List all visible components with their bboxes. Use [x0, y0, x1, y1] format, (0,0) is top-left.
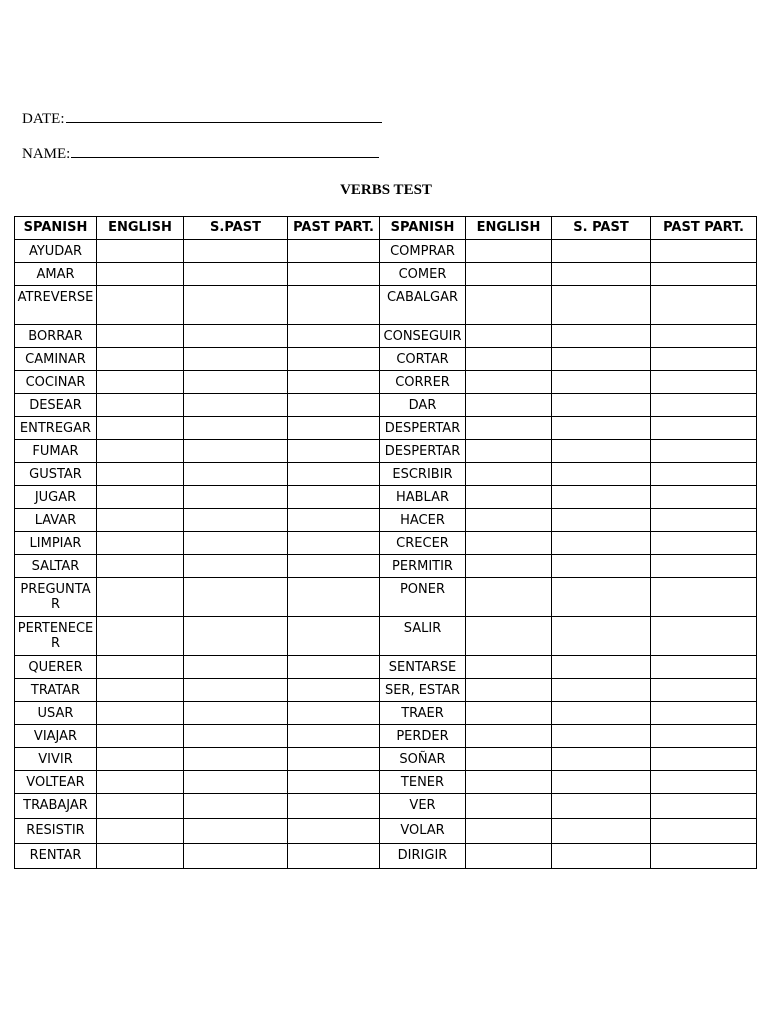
spanish-verb-cell: PERMITIR [380, 555, 466, 578]
english-answer-cell[interactable] [97, 325, 184, 348]
spanish-verb-cell: QUERER [15, 656, 97, 679]
past-participle-answer-cell[interactable] [651, 240, 757, 263]
simple-past-answer-cell[interactable] [552, 394, 651, 417]
table-row [15, 819, 757, 844]
simple-past-answer-cell[interactable] [552, 819, 651, 844]
past-participle-answer-cell[interactable] [288, 325, 380, 348]
english-answer-cell[interactable] [97, 394, 184, 417]
past-participle-answer-cell[interactable] [288, 819, 380, 844]
simple-past-answer-cell[interactable] [184, 440, 288, 463]
spanish-verb-cell: VER [380, 794, 466, 819]
spanish-verb-cell: CABALGAR [380, 286, 466, 325]
past-participle-answer-cell[interactable] [651, 794, 757, 819]
english-answer-cell[interactable] [466, 486, 552, 509]
simple-past-answer-cell[interactable] [184, 794, 288, 819]
spanish-verb-cell: USAR [15, 702, 97, 725]
spanish-verb-cell: SALTAR [15, 555, 97, 578]
spanish-verb-cell: SOÑAR [380, 748, 466, 771]
past-participle-answer-cell[interactable] [651, 532, 757, 555]
english-answer-cell[interactable] [97, 286, 184, 325]
spanish-verb-cell: SER, ESTAR [380, 679, 466, 702]
past-participle-answer-cell[interactable] [288, 725, 380, 748]
english-answer-cell[interactable] [466, 263, 552, 286]
english-answer-cell[interactable] [97, 509, 184, 532]
table-row [15, 617, 757, 656]
past-participle-answer-cell[interactable] [651, 578, 757, 617]
past-participle-answer-cell[interactable] [288, 555, 380, 578]
spanish-verb-cell: ATREVERSE [15, 286, 97, 325]
spanish-verb-cell: LAVAR [15, 509, 97, 532]
english-answer-cell[interactable] [466, 725, 552, 748]
english-answer-cell[interactable] [466, 771, 552, 794]
english-answer-cell[interactable] [466, 748, 552, 771]
simple-past-answer-cell[interactable] [184, 725, 288, 748]
spanish-verb-cell: COCINAR [15, 371, 97, 394]
table-row [15, 240, 757, 263]
english-answer-cell[interactable] [97, 371, 184, 394]
past-participle-answer-cell[interactable] [651, 263, 757, 286]
english-answer-cell[interactable] [97, 794, 184, 819]
spanish-verb-cell: PONER [380, 578, 466, 617]
english-answer-cell[interactable] [466, 286, 552, 325]
past-participle-answer-cell[interactable] [651, 509, 757, 532]
past-participle-answer-cell[interactable] [288, 417, 380, 440]
simple-past-answer-cell[interactable] [184, 532, 288, 555]
simple-past-answer-cell[interactable] [552, 844, 651, 869]
english-answer-cell[interactable] [97, 240, 184, 263]
table-row [15, 794, 757, 819]
table-row [15, 348, 757, 371]
spanish-verb-cell: CRECER [380, 532, 466, 555]
past-participle-answer-cell[interactable] [288, 771, 380, 794]
spanish-verb-cell: VIAJAR [15, 725, 97, 748]
english-answer-cell[interactable] [97, 748, 184, 771]
past-participle-answer-cell[interactable] [288, 286, 380, 325]
table-row [15, 555, 757, 578]
page-title: VERBS TEST [340, 182, 432, 198]
past-participle-answer-cell[interactable] [288, 702, 380, 725]
past-participle-answer-cell[interactable] [288, 748, 380, 771]
simple-past-answer-cell[interactable] [552, 286, 651, 325]
spanish-verb-cell: VOLTEAR [15, 771, 97, 794]
english-answer-cell[interactable] [466, 348, 552, 371]
table-row [15, 417, 757, 440]
past-participle-answer-cell[interactable] [288, 679, 380, 702]
past-participle-answer-cell[interactable] [651, 819, 757, 844]
spanish-verb-cell: SENTARSE [380, 656, 466, 679]
spanish-verb-cell: GUSTAR [15, 463, 97, 486]
past-participle-answer-cell[interactable] [288, 394, 380, 417]
simple-past-answer-cell[interactable] [552, 794, 651, 819]
table-row [15, 486, 757, 509]
english-answer-cell[interactable] [97, 348, 184, 371]
spanish-verb-cell: FUMAR [15, 440, 97, 463]
past-participle-answer-cell[interactable] [288, 348, 380, 371]
simple-past-answer-cell[interactable] [552, 509, 651, 532]
past-participle-answer-cell[interactable] [651, 748, 757, 771]
english-answer-cell[interactable] [466, 440, 552, 463]
spanish-verb-cell: DESPERTAR [380, 417, 466, 440]
english-answer-cell[interactable] [466, 679, 552, 702]
verbs-table [14, 216, 757, 869]
past-participle-answer-cell[interactable] [651, 555, 757, 578]
english-answer-cell[interactable] [466, 794, 552, 819]
spanish-verb-cell: ENTREGAR [15, 417, 97, 440]
spanish-verb-cell: DIRIGIR [380, 844, 466, 869]
spanish-verb-cell: COMER [380, 263, 466, 286]
column-header-simple-past-2: S. PAST [552, 217, 651, 240]
spanish-verb-cell: AYUDAR [15, 240, 97, 263]
english-answer-cell[interactable] [97, 844, 184, 869]
spanish-verb-cell: PERTENECER [15, 617, 97, 656]
column-header-simple-past: S.PAST [184, 217, 288, 240]
spanish-verb-cell: HACER [380, 509, 466, 532]
past-participle-answer-cell[interactable] [288, 486, 380, 509]
english-answer-cell[interactable] [466, 371, 552, 394]
spanish-verb-cell: LIMPIAR [15, 532, 97, 555]
simple-past-answer-cell[interactable] [552, 371, 651, 394]
simple-past-answer-cell[interactable] [184, 844, 288, 869]
spanish-verb-cell: TRAER [380, 702, 466, 725]
column-header-english: ENGLISH [97, 217, 184, 240]
spanish-verb-cell: AMAR [15, 263, 97, 286]
spanish-verb-cell: VIVIR [15, 748, 97, 771]
simple-past-answer-cell[interactable] [552, 532, 651, 555]
past-participle-answer-cell[interactable] [288, 240, 380, 263]
spanish-verb-cell: COMPRAR [380, 240, 466, 263]
english-answer-cell[interactable] [466, 555, 552, 578]
table-row [15, 725, 757, 748]
english-answer-cell[interactable] [97, 440, 184, 463]
table-row [15, 263, 757, 286]
past-participle-answer-cell[interactable] [651, 486, 757, 509]
past-participle-answer-cell[interactable] [288, 578, 380, 617]
spanish-verb-cell: HABLAR [380, 486, 466, 509]
spanish-verb-cell: CORRER [380, 371, 466, 394]
past-participle-answer-cell[interactable] [288, 532, 380, 555]
spanish-verb-cell: DESPERTAR [380, 440, 466, 463]
table-row [15, 509, 757, 532]
spanish-verb-cell: DAR [380, 394, 466, 417]
past-participle-answer-cell[interactable] [288, 263, 380, 286]
simple-past-answer-cell[interactable] [552, 617, 651, 656]
spanish-verb-cell: DESEAR [15, 394, 97, 417]
table-row [15, 532, 757, 555]
spanish-verb-cell: CONSEGUIR [380, 325, 466, 348]
past-participle-answer-cell[interactable] [651, 286, 757, 325]
english-answer-cell[interactable] [97, 263, 184, 286]
spanish-verb-cell: CAMINAR [15, 348, 97, 371]
column-header-spanish: SPANISH [15, 217, 97, 240]
past-participle-answer-cell[interactable] [288, 371, 380, 394]
simple-past-answer-cell[interactable] [184, 578, 288, 617]
simple-past-answer-cell[interactable] [552, 679, 651, 702]
simple-past-answer-cell[interactable] [552, 702, 651, 725]
english-answer-cell[interactable] [466, 702, 552, 725]
english-answer-cell[interactable] [466, 240, 552, 263]
past-participle-answer-cell[interactable] [288, 656, 380, 679]
english-answer-cell[interactable] [97, 486, 184, 509]
past-participle-answer-cell[interactable] [651, 348, 757, 371]
past-participle-answer-cell[interactable] [651, 463, 757, 486]
table-row [15, 325, 757, 348]
simple-past-answer-cell[interactable] [184, 679, 288, 702]
simple-past-answer-cell[interactable] [184, 394, 288, 417]
past-participle-answer-cell[interactable] [651, 440, 757, 463]
english-answer-cell[interactable] [97, 702, 184, 725]
english-answer-cell[interactable] [466, 394, 552, 417]
spanish-verb-cell: TRATAR [15, 679, 97, 702]
past-participle-answer-cell[interactable] [651, 325, 757, 348]
past-participle-answer-cell[interactable] [288, 509, 380, 532]
past-participle-answer-cell[interactable] [651, 702, 757, 725]
past-participle-answer-cell[interactable] [651, 771, 757, 794]
spanish-verb-cell: TENER [380, 771, 466, 794]
english-answer-cell[interactable] [97, 578, 184, 617]
english-answer-cell[interactable] [97, 417, 184, 440]
table-row [15, 771, 757, 794]
past-participle-answer-cell[interactable] [651, 417, 757, 440]
date-label: DATE: [22, 111, 65, 127]
spanish-verb-cell: ESCRIBIR [380, 463, 466, 486]
past-participle-answer-cell[interactable] [651, 371, 757, 394]
simple-past-answer-cell[interactable] [184, 325, 288, 348]
date-field[interactable] [22, 110, 382, 128]
column-header-english-2: ENGLISH [466, 217, 552, 240]
english-answer-cell[interactable] [97, 771, 184, 794]
table-row [15, 578, 757, 617]
simple-past-answer-cell[interactable] [552, 263, 651, 286]
simple-past-answer-cell[interactable] [552, 656, 651, 679]
table-row [15, 394, 757, 417]
verb-rows [15, 240, 757, 869]
past-participle-answer-cell[interactable] [288, 463, 380, 486]
english-answer-cell[interactable] [97, 656, 184, 679]
english-answer-cell[interactable] [466, 463, 552, 486]
spanish-verb-cell: JUGAR [15, 486, 97, 509]
spanish-verb-cell: RESISTIR [15, 819, 97, 844]
simple-past-answer-cell[interactable] [184, 371, 288, 394]
english-answer-cell[interactable] [466, 578, 552, 617]
column-header-past-participle-2: PAST PART. [651, 217, 757, 240]
simple-past-answer-cell[interactable] [552, 748, 651, 771]
english-answer-cell[interactable] [466, 819, 552, 844]
simple-past-answer-cell[interactable] [552, 725, 651, 748]
past-participle-answer-cell[interactable] [651, 679, 757, 702]
simple-past-answer-cell[interactable] [184, 656, 288, 679]
english-answer-cell[interactable] [97, 679, 184, 702]
spanish-verb-cell: RENTAR [15, 844, 97, 869]
simple-past-answer-cell[interactable] [552, 325, 651, 348]
spanish-verb-cell: TRABAJAR [15, 794, 97, 819]
simple-past-answer-cell[interactable] [552, 771, 651, 794]
english-answer-cell[interactable] [97, 819, 184, 844]
simple-past-answer-cell[interactable] [552, 486, 651, 509]
table-row [15, 844, 757, 869]
table-row [15, 371, 757, 394]
spanish-verb-cell: PERDER [380, 725, 466, 748]
simple-past-answer-cell[interactable] [184, 240, 288, 263]
simple-past-answer-cell[interactable] [184, 463, 288, 486]
table-row [15, 440, 757, 463]
simple-past-answer-cell[interactable] [552, 578, 651, 617]
simple-past-answer-cell[interactable] [184, 617, 288, 656]
simple-past-answer-cell[interactable] [184, 263, 288, 286]
name-field[interactable] [22, 145, 379, 163]
past-participle-answer-cell[interactable] [651, 844, 757, 869]
past-participle-answer-cell[interactable] [288, 794, 380, 819]
simple-past-answer-cell[interactable] [184, 819, 288, 844]
english-answer-cell[interactable] [466, 617, 552, 656]
table-row [15, 463, 757, 486]
header-row [15, 217, 757, 240]
english-answer-cell[interactable] [97, 555, 184, 578]
table-row [15, 748, 757, 771]
simple-past-answer-cell[interactable] [184, 486, 288, 509]
past-participle-answer-cell[interactable] [651, 617, 757, 656]
simple-past-answer-cell[interactable] [184, 348, 288, 371]
spanish-verb-cell: CORTAR [380, 348, 466, 371]
column-header-spanish-2: SPANISH [380, 217, 466, 240]
simple-past-answer-cell[interactable] [184, 417, 288, 440]
simple-past-answer-cell[interactable] [184, 702, 288, 725]
simple-past-answer-cell[interactable] [184, 771, 288, 794]
english-answer-cell[interactable] [466, 844, 552, 869]
spanish-verb-cell: BORRAR [15, 325, 97, 348]
column-header-past-participle: PAST PART. [288, 217, 380, 240]
past-participle-answer-cell[interactable] [651, 656, 757, 679]
name-blank-line[interactable] [71, 156, 379, 158]
past-participle-answer-cell[interactable] [651, 394, 757, 417]
spanish-verb-cell: VOLAR [380, 819, 466, 844]
english-answer-cell[interactable] [97, 463, 184, 486]
simple-past-answer-cell[interactable] [184, 286, 288, 325]
table-row [15, 702, 757, 725]
english-answer-cell[interactable] [97, 617, 184, 656]
past-participle-answer-cell[interactable] [651, 725, 757, 748]
simple-past-answer-cell[interactable] [552, 463, 651, 486]
spanish-verb-cell: PREGUNTAR [15, 578, 97, 617]
english-answer-cell[interactable] [97, 725, 184, 748]
simple-past-answer-cell[interactable] [552, 417, 651, 440]
simple-past-answer-cell[interactable] [552, 348, 651, 371]
english-answer-cell[interactable] [466, 532, 552, 555]
english-answer-cell[interactable] [466, 656, 552, 679]
simple-past-answer-cell[interactable] [184, 748, 288, 771]
english-answer-cell[interactable] [466, 417, 552, 440]
table-row [15, 679, 757, 702]
past-participle-answer-cell[interactable] [288, 844, 380, 869]
table-row [15, 286, 757, 325]
past-participle-answer-cell[interactable] [288, 617, 380, 656]
table-row [15, 656, 757, 679]
name-label: NAME: [22, 146, 71, 162]
english-answer-cell[interactable] [466, 509, 552, 532]
simple-past-answer-cell[interactable] [552, 440, 651, 463]
past-participle-answer-cell[interactable] [288, 440, 380, 463]
spanish-verb-cell: SALIR [380, 617, 466, 656]
simple-past-answer-cell[interactable] [552, 240, 651, 263]
date-blank-line[interactable] [66, 121, 382, 123]
english-answer-cell[interactable] [466, 325, 552, 348]
simple-past-answer-cell[interactable] [184, 509, 288, 532]
english-answer-cell[interactable] [97, 532, 184, 555]
simple-past-answer-cell[interactable] [552, 555, 651, 578]
simple-past-answer-cell[interactable] [184, 555, 288, 578]
